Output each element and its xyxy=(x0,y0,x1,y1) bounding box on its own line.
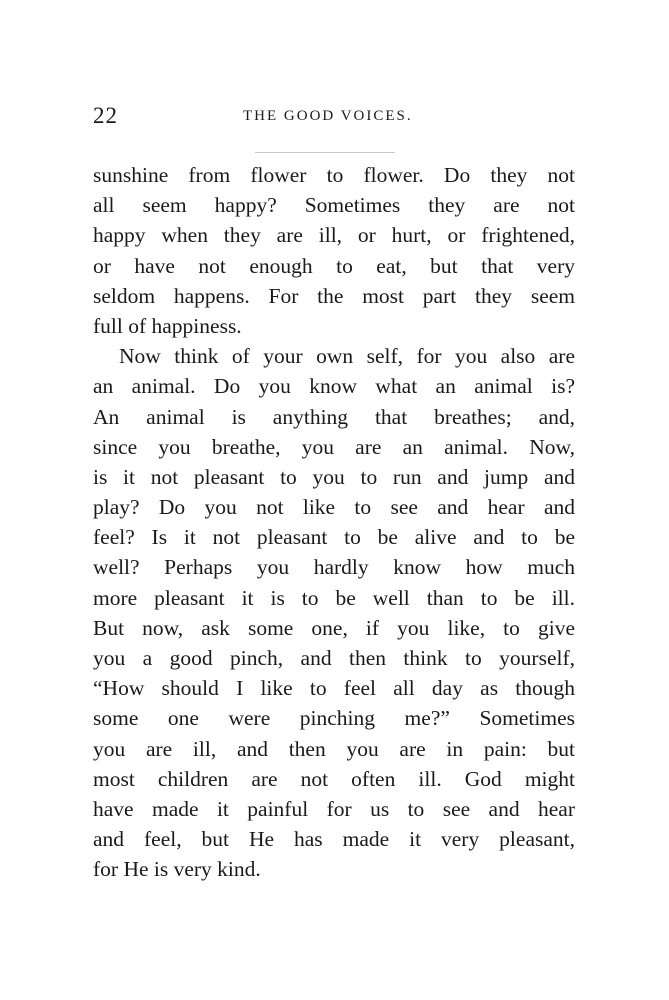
text-line: feel? Is it not pleasant to be alive and to be xyxy=(93,525,575,550)
paragraph-end-line: for He is very kind. xyxy=(93,857,261,882)
text-line: some one were pinching me?” Sometimes xyxy=(93,706,575,731)
page-number: 22 xyxy=(93,103,118,128)
body-text xyxy=(93,160,575,885)
text-line: happy when they are ill, or hurt, or frightened, xyxy=(93,223,575,248)
running-title: THE GOOD VOICES. xyxy=(243,108,413,124)
text-line: you are ill, and then you are in pain: but xyxy=(93,736,575,761)
text-line: play? Do you not like to see and hear and xyxy=(93,495,575,520)
text-line: an animal. Do you know what an animal is? xyxy=(93,374,575,399)
running-head xyxy=(93,103,575,133)
text-line: and feel, but He has made it very pleasant, xyxy=(93,827,575,852)
text-line: since you breathe, you are an animal. Now, xyxy=(93,434,575,459)
paragraph-first-line: Now think of your own self, for you also are xyxy=(119,344,575,369)
text-line: you a good pinch, and then think to yourself, xyxy=(93,646,575,670)
text-line: sunshine from flower to flower. Do they not xyxy=(93,163,575,187)
text-line: “How should I like to feel all day as though xyxy=(93,676,575,701)
text-line: well? Perhaps you hardly know how much xyxy=(93,555,575,580)
text-line: But now, ask some one, if you like, to give xyxy=(93,615,575,640)
text-line: seldom happens. For the most part they seem xyxy=(93,283,575,308)
text-line: is it not pleasant to you to run and jump and xyxy=(93,464,575,489)
text-line: or have not enough to eat, but that very xyxy=(93,253,575,278)
text-line: most children are not often ill. God might xyxy=(93,766,575,791)
header-rule xyxy=(255,152,395,153)
paragraph-end-line: full of happiness. xyxy=(93,313,242,338)
text-line: all seem happy? Sometimes they are not xyxy=(93,193,575,218)
text-line: more pleasant it is to be well than to be ill. xyxy=(93,585,575,610)
text-line: An animal is anything that breathes; and, xyxy=(93,404,575,429)
text-line: have made it painful for us to see and hear xyxy=(93,796,575,821)
